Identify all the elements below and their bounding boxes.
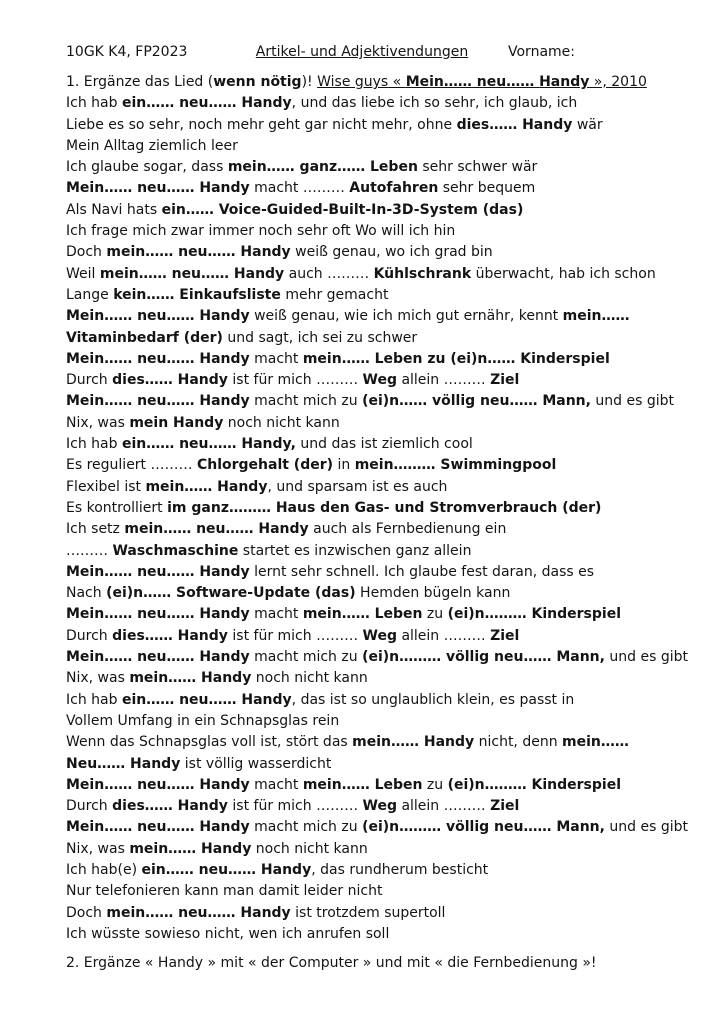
lyric-line: [66, 711, 666, 732]
plain-text: Wise guys «: [317, 74, 406, 90]
lyric-line: [66, 626, 666, 647]
blank-bold-text: mein…… neu…… Handy: [106, 244, 291, 261]
blank-bold-text: Autofahren: [349, 180, 439, 197]
blank-bold-text: Mein…… neu…… Handy: [66, 649, 250, 666]
page-title: Artikel- und Adjektivendungen: [255, 44, 469, 60]
lyric-line: [66, 242, 666, 263]
blank-bold-text: mein…… neu…… Handy: [106, 904, 291, 921]
blank-bold-text: mein…… Leben: [302, 776, 423, 793]
blank-bold-text: Waschmaschine: [112, 542, 239, 559]
lyric-line: [66, 93, 666, 114]
plain-text: Doch: [66, 244, 107, 261]
plain-text: , und sparsam ist es auch: [267, 478, 448, 495]
lyric-line: [66, 839, 666, 860]
blank-bold-text: Mein…… neu…… Handy: [66, 308, 250, 325]
blank-bold-text: Ziel: [490, 627, 520, 644]
blank-bold-text: ein…… neu…… Handy: [121, 691, 292, 708]
plain-text: ist für mich ………: [227, 372, 363, 389]
plain-text: Nix, was: [66, 670, 130, 687]
lyric-line: [66, 178, 666, 199]
plain-text: weiß genau, wo ich grad bin: [290, 244, 493, 261]
blank-bold-text: (ei)n……… Kinderspiel: [447, 606, 622, 623]
plain-text: Ich setz: [66, 521, 125, 538]
blank-bold-text: Weg: [362, 798, 397, 815]
plain-text: Flexibel ist: [66, 478, 146, 495]
plain-text: Lange: [66, 286, 114, 303]
plain-text: allein ………: [397, 798, 491, 815]
plain-text: Weil: [66, 265, 100, 282]
plain-text: ist für mich ………: [227, 627, 363, 644]
lyric-line: [66, 881, 666, 902]
plain-text: allein ………: [397, 372, 491, 389]
blank-bold-text: mein…… ganz…… Leben: [227, 159, 418, 176]
blank-bold-text: (ei)n…… völlig neu…… Mann,: [362, 393, 591, 410]
plain-text: macht: [249, 776, 303, 793]
lyric-line: [66, 264, 666, 285]
plain-text: Mein Alltag ziemlich leer: [66, 137, 238, 154]
plain-text: noch nicht kann: [223, 414, 340, 431]
lyric-line: [66, 817, 689, 838]
plain-text: Ich hab: [66, 436, 122, 453]
plain-text: Ich frage mich zwar immer noch sehr oft Wo will ich hin: [66, 223, 456, 240]
blank-bold-text: mein…… neu…… Handy: [99, 265, 285, 282]
plain-text: nicht, denn: [474, 734, 563, 751]
blank-bold-text: mein…… Handy: [129, 840, 252, 857]
lyric-line: [66, 562, 666, 583]
blank-bold-text: Vitaminbedarf (der): [66, 329, 223, 346]
blank-bold-text: mein…… Leben: [302, 606, 423, 623]
lyric-line: [66, 498, 666, 519]
plain-text: in: [333, 457, 355, 474]
plain-text: allein ………: [397, 627, 491, 644]
plain-text: sehr schwer wär: [417, 159, 538, 176]
lyric-line: [66, 690, 666, 711]
plain-text: macht: [249, 606, 303, 623]
lyric-line: [66, 115, 666, 136]
blank-bold-text: mein…… Handy: [129, 670, 252, 687]
blank-bold-text: mein…… neu…… Handy: [124, 521, 309, 538]
plain-text: noch nicht kann: [251, 670, 368, 687]
plain-text: 1. Ergänze das Lied (: [66, 74, 214, 90]
plain-text: Vollem Umfang in ein Schnapsglas rein: [66, 712, 340, 729]
task1-instruction: [66, 72, 666, 93]
lyric-line: [66, 328, 666, 349]
plain-text: », 2010: [589, 74, 647, 90]
blank-bold-text: dies…… Handy: [112, 372, 228, 389]
plain-text: wär: [572, 116, 603, 133]
plain-text: startet es inzwischen ganz allein: [238, 542, 472, 559]
blank-bold-text: Mein…… neu…… Handy: [66, 350, 250, 367]
plain-text: Ich glaube sogar, dass: [66, 159, 228, 176]
blank-bold-text: Kühlschrank: [373, 265, 472, 282]
lyric-line: [66, 796, 666, 817]
plain-text: Durch: [66, 372, 113, 389]
blank-bold-text: Mein…… neu…… Handy: [66, 606, 250, 623]
plain-text: und sagt, ich sei zu schwer: [222, 329, 418, 346]
lyric-line: [66, 413, 666, 434]
plain-text: macht: [249, 350, 303, 367]
lyric-line: [66, 455, 666, 476]
blank-bold-text: mein…… Leben zu (ei)n…… Kinderspiel: [302, 350, 610, 367]
blank-bold-text: ein…… neu…… Handy,: [121, 436, 296, 453]
plain-text: und es gibt: [604, 649, 689, 666]
blank-bold-text: ein…… Voice-Guided-Built-In-3D-System (das): [161, 201, 524, 218]
plain-text: Es reguliert ………: [66, 457, 197, 474]
plain-text: weiß genau, wie ich mich gut ernähr, kennt: [249, 308, 563, 325]
blank-bold-text: Mein…… neu…… Handy: [405, 74, 590, 90]
blank-bold-text: (ei)n……… Kinderspiel: [447, 776, 622, 793]
blank-bold-text: ein…… neu…… Handy: [141, 861, 312, 878]
plain-text: Liebe es so sehr, noch mehr geht gar nicht mehr, ohne: [66, 116, 457, 133]
lyric-line: [66, 647, 689, 668]
plain-text: macht mich zu: [249, 393, 363, 410]
plain-text: , das ist so unglaublich klein, es passt in: [291, 691, 575, 708]
lyric-line: [66, 668, 666, 689]
plain-text: auch als Fernbedienung ein: [308, 521, 507, 538]
blank-bold-text: mein……… Swimmingpool: [354, 457, 557, 474]
plain-text: Hemden bügeln kann: [355, 585, 511, 602]
blank-bold-text: mein…… Handy: [352, 734, 475, 751]
plain-text: ist völlig wasserdicht: [180, 755, 332, 772]
plain-text: )!: [301, 74, 318, 90]
plain-text: überwacht, hab ich schon: [471, 265, 656, 282]
plain-text: ………: [66, 542, 113, 559]
blank-bold-text: ein…… neu…… Handy: [121, 95, 292, 112]
lyric-line: [66, 860, 666, 881]
header-row: [66, 42, 666, 63]
lyric-line: [66, 349, 666, 370]
lyric-line: [66, 285, 666, 306]
plain-text: Nix, was: [66, 840, 130, 857]
plain-text: Durch: [66, 627, 113, 644]
plain-text: , das rundherum besticht: [311, 861, 489, 878]
plain-text: und es gibt: [590, 393, 675, 410]
plain-text: Als Navi hats: [66, 201, 162, 218]
lyric-line: [66, 541, 666, 562]
blank-bold-text: mein…… Handy: [145, 478, 268, 495]
lyric-line: [66, 583, 666, 604]
lyric-line: [66, 221, 666, 242]
blank-bold-text: Neu…… Handy: [66, 755, 181, 772]
course-code: 10GK K4, FP2023: [66, 44, 188, 60]
plain-text: Nur telefonieren kann man damit leider nicht: [66, 883, 383, 900]
plain-text: , und das liebe ich so sehr, ich glaub, ich: [291, 95, 578, 112]
plain-text: Ich wüsste sowieso nicht, wen ich anrufen soll: [66, 925, 390, 942]
blank-bold-text: Weg: [362, 372, 397, 389]
plain-text: Nix, was: [66, 414, 130, 431]
lyric-line: [66, 732, 666, 753]
plain-text: Es kontrolliert: [66, 499, 168, 516]
blank-bold-text: im ganz……… Haus den Gas- und Stromverbrauch (der): [167, 499, 602, 516]
plain-text: und es gibt: [604, 819, 689, 836]
plain-text: mehr gemacht: [280, 286, 389, 303]
plain-text: ist trotzdem supertoll: [290, 904, 446, 921]
lyric-line: [66, 754, 666, 775]
lyric-line: [66, 903, 666, 924]
plain-text: und das ist ziemlich cool: [295, 436, 473, 453]
blank-bold-text: Mein…… neu…… Handy: [66, 180, 250, 197]
blank-bold-text: mein Handy: [129, 414, 224, 431]
plain-text: macht mich zu: [249, 649, 363, 666]
blank-bold-text: Mein…… neu…… Handy: [66, 776, 250, 793]
lyric-line: [66, 136, 666, 157]
blank-bold-text: dies…… Handy: [112, 798, 228, 815]
lyric-line: [66, 391, 675, 412]
plain-text: sehr bequem: [438, 180, 536, 197]
blank-bold-text: (ei)n…… Software-Update (das): [106, 585, 356, 602]
plain-text: noch nicht kann: [251, 840, 368, 857]
plain-text: macht ………: [249, 180, 350, 197]
blank-bold-text: dies…… Handy: [456, 116, 573, 133]
blank-bold-text: kein…… Einkaufsliste: [113, 286, 281, 303]
blank-bold-text: Ziel: [490, 798, 520, 815]
lyric-line: [66, 306, 666, 327]
blank-bold-text: mein……: [562, 734, 629, 751]
blank-bold-text: Ziel: [490, 372, 520, 389]
plain-text: ist für mich ………: [227, 798, 363, 815]
plain-text: macht mich zu: [249, 819, 363, 836]
blank-bold-text: dies…… Handy: [112, 627, 228, 644]
plain-text: auch ………: [284, 265, 374, 282]
blank-bold-text: mein……: [562, 308, 630, 325]
blank-bold-text: (ei)n……… völlig neu…… Mann,: [362, 819, 605, 836]
lyric-line: [66, 477, 666, 498]
plain-text: Doch: [66, 904, 107, 921]
plain-text: lernt sehr schnell. Ich glaube fest daran, dass es: [249, 563, 595, 580]
blank-bold-text: Mein…… neu…… Handy: [66, 393, 250, 410]
blank-bold-text: wenn nötig: [213, 74, 302, 90]
blank-bold-text: Weg: [362, 627, 397, 644]
plain-text: Wenn das Schnapsglas voll ist, stört das: [66, 734, 353, 751]
lyric-line: [66, 200, 666, 221]
plain-text: Ich hab: [66, 95, 122, 112]
plain-text: Ich hab: [66, 691, 122, 708]
plain-text: Ich hab(e): [66, 861, 142, 878]
blank-bold-text: Mein…… neu…… Handy: [66, 819, 250, 836]
plain-text: zu: [422, 606, 448, 623]
lyric-line: [66, 370, 666, 391]
blank-bold-text: Chlorgehalt (der): [196, 457, 334, 474]
blank-bold-text: Mein…… neu…… Handy: [66, 563, 250, 580]
lyric-line: [66, 519, 666, 540]
lyric-line: [66, 924, 666, 945]
lyrics-block: [66, 93, 689, 945]
plain-text: zu: [422, 776, 448, 793]
plain-text: Durch: [66, 798, 113, 815]
task2-instruction: [66, 953, 666, 974]
lyric-line: [66, 434, 666, 455]
plain-text: 2. Ergänze « Handy » mit « der Computer » und mit « die Fernbedienung »!: [66, 955, 597, 972]
lyric-line: [66, 775, 666, 796]
name-label: Vorname:: [508, 44, 575, 60]
blank-bold-text: (ei)n……… völlig neu…… Mann,: [362, 649, 605, 666]
lyric-line: [66, 157, 666, 178]
lyric-line: [66, 604, 666, 625]
plain-text: Nach: [66, 585, 107, 602]
